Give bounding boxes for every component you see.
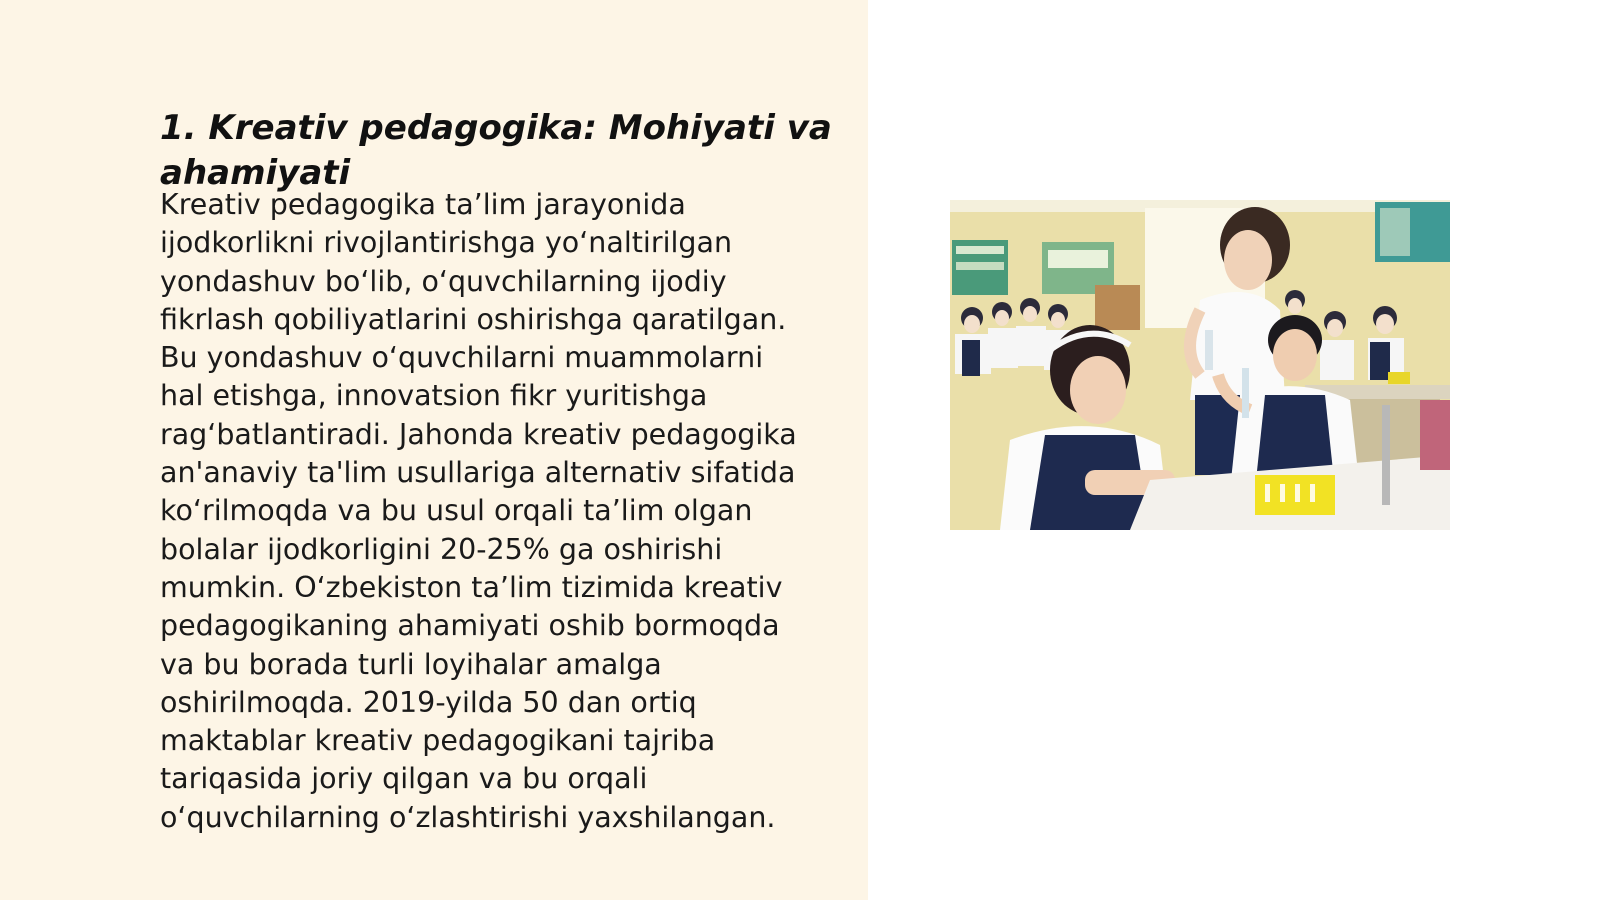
body-line: mumkin. O‘zbekiston ta’lim tizimida kreativ — [160, 570, 783, 604]
body-line: oshirilmoqda. 2019-yilda 50 dan ortiq — [160, 685, 697, 719]
body-line: yondashuv bo‘lib, o‘quvchilarning ijodiy — [160, 264, 727, 298]
body-line: rag‘batlantiradi. Jahonda kreativ pedagogika — [160, 417, 797, 451]
body-line: Bu yondashuv o‘quvchilarni muammolarni — [160, 341, 764, 375]
classroom-photo — [950, 200, 1450, 530]
body-line: maktablar kreativ pedagogikani tajriba — [160, 724, 716, 758]
classroom-photo-illustration — [950, 200, 1450, 530]
slide-title: 1. Kreativ pedagogika: Mohiyati va ahamiyati — [160, 108, 832, 193]
body-line: va bu borada turli loyihalar amalga — [160, 647, 662, 681]
body-line: ijodkorlikni rivojlantirishga yo‘naltirilgan — [160, 226, 733, 260]
body-line: o‘quvchilarning o‘zlashtirishi yaxshilangan. — [160, 800, 776, 834]
body-line: bolalar ijodkorligini 20-25% ga oshirishi — [160, 532, 723, 566]
body-line: hal etishga, innovatsion fikr yuritishga — [160, 379, 708, 413]
body-line: ko‘rilmoqda va bu usul orqali ta’lim olgan — [160, 494, 753, 528]
body-line: fikrlash qobiliyatlarini oshirishga qaratilgan. — [160, 302, 787, 336]
body-line: pedagogikaning ahamiyati oshib bormoqda — [160, 609, 780, 643]
body-line: tariqasida joriy qilgan va bu orqali — [160, 762, 648, 796]
body-line: an'anaviy ta'lim usullariga alternativ sifatida — [160, 456, 796, 490]
body-line: Kreativ pedagogika ta’lim jarayonida — [160, 188, 686, 221]
slide-body-text — [160, 186, 840, 837]
